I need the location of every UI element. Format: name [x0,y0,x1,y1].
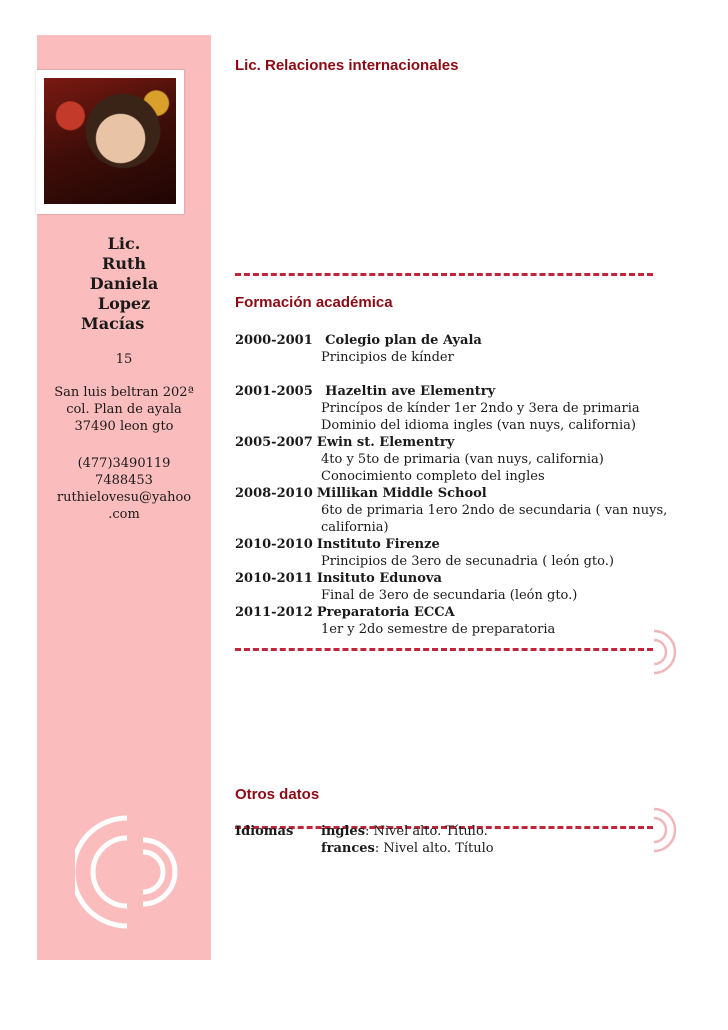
entry-detail: Princípos de kínder 1er 2ndo y 3era de primaria [321,401,640,416]
language-item [235,823,675,840]
address-line: San luis beltran 202ª [54,385,194,400]
entry-institution: Instituto Firenze [316,537,440,552]
language-level: : Nivel alto. Título [374,841,494,856]
education-heading: Formación académica [235,294,393,311]
education-entry [235,604,675,638]
entry-detail: 4to y 5to de primaria (van nuys, california) [321,452,604,467]
entry-detail: Conocimiento completo del ingles [321,469,545,484]
phone-line: 7488453 [95,473,153,488]
divider [235,273,653,276]
entry-years: 2000-2001 [235,333,313,348]
language-level: : Nivel alto. Título. [365,824,488,839]
entry-detail: Principios de kínder [321,350,454,365]
education-list [235,332,675,638]
education-entry [235,434,675,485]
language-item [235,840,675,857]
other-heading: Otros datos [235,786,320,803]
entry-years: 2005-2007 [235,435,313,450]
entry-detail: Principios de 3ero de secunadria ( león gto.) [321,554,614,569]
entry-detail: california) [321,520,389,535]
entry-institution: Colegio plan de Ayala [325,333,482,348]
email-line: .com [108,507,140,522]
phones [37,455,211,489]
address-line: col. Plan de ayala [66,402,182,417]
entry-years: 2011-2012 [235,605,313,620]
decorative-logo-icon [75,812,185,932]
address-line: 37490 leon gto [74,419,174,434]
entry-years: 2008-2010 [235,486,313,501]
languages-label: Idiomas [235,824,294,839]
email-line: ruthielovesu@yahoo [56,490,192,505]
entry-institution: Hazeltin ave Elementry [325,384,496,399]
entry-years: 2010-2010 [235,537,313,552]
divider [235,648,653,651]
entry-detail: 1er y 2do semestre de preparatoria [321,622,556,637]
page-title: Lic. Relaciones internacionales [235,57,459,74]
name-line: Ruth [102,254,146,273]
name-line: Lic. [107,234,141,253]
languages-block [235,823,675,857]
language-name: frances [321,841,375,856]
education-entry [235,485,675,536]
decorative-arc-icon [650,628,680,676]
education-entry [235,536,675,570]
email [37,489,211,523]
decorative-arc-icon [650,806,680,854]
education-entry [235,383,675,434]
entry-institution: Ewin st. Elementry [316,435,455,450]
profile-photo-frame [36,70,184,214]
entry-years: 2001-2005 [235,384,313,399]
entry-institution: Insituto Edunova [316,571,442,586]
name-line: Macías [81,314,145,333]
name-line: Daniela [89,274,159,293]
entry-detail: Dominio del idioma ingles (van nuys, california) [321,418,636,433]
age: 15 [115,352,133,367]
address [37,384,211,435]
entry-years: 2010-2011 [235,571,313,586]
entry-detail: Final de 3ero de secundaria (león gto.) [321,588,578,603]
entry-institution: Preparatoria ECCA [316,605,455,620]
profile-photo [44,78,176,204]
phone-line: (477)3490119 [77,456,171,471]
education-entry [235,570,675,604]
entry-institution: Millikan Middle School [316,486,487,501]
education-entry [235,332,675,366]
language-name: ingles [321,824,366,839]
candidate-name [37,234,211,334]
name-line: Lopez [97,294,151,313]
entry-detail: 6to de primaria 1ero 2ndo de secundaria ( van nuys, [321,503,668,518]
